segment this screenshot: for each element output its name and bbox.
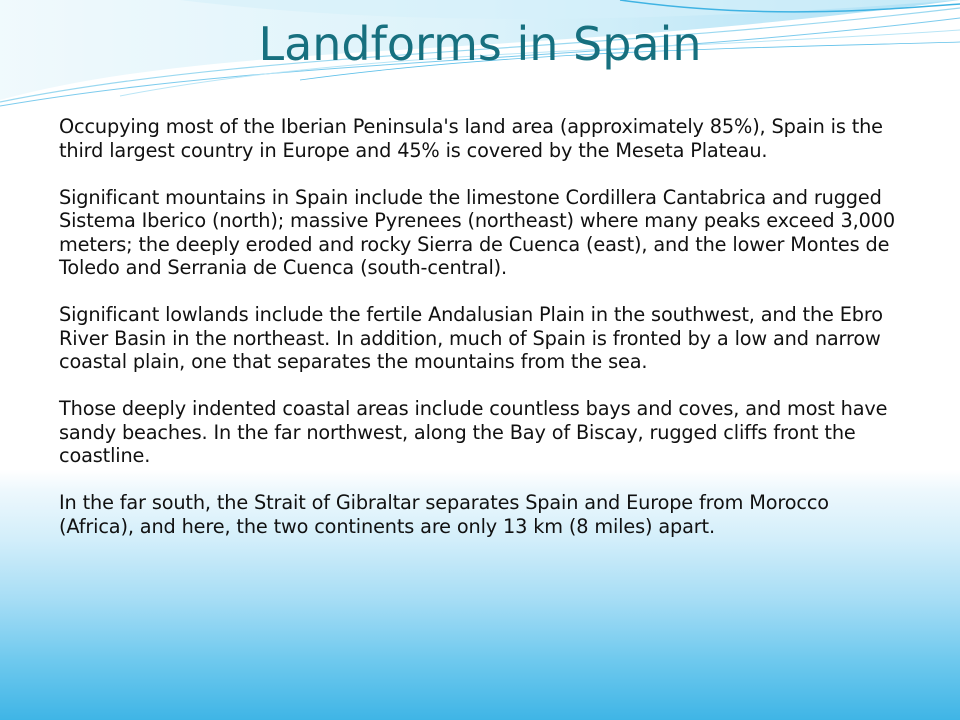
slide-title: Landforms in Spain (258, 17, 702, 71)
slide-body (59, 115, 909, 562)
paragraph-lowlands: Significant lowlands include the fertile Andalusian Plain in the southwest, and the Ebro River Basin in the northeast. In addition, much of Spain is fronted by a low and narrow coastal plain, one that separates the mountains from the sea. (59, 303, 883, 373)
paragraph-coast: Those deeply indented coastal areas include countless bays and coves, and most have sandy beaches. In the far northwest, along the Bay of Biscay, rugged cliffs front the coastline. (59, 397, 888, 467)
paragraph-gibraltar: In the far south, the Strait of Gibraltar separates Spain and Europe from Morocco (Africa), and here, the two continents are only 13 km (8 miles) apart. (59, 491, 829, 538)
paragraph-mountains: Significant mountains in Spain include the limestone Cordillera Cantabrica and rugged Sistema Iberico (north); massive Pyrenees (northeast) where many peaks exceed 3,000 meters; the deeply eroded and rocky Sierra de Cuenca (east), and the lower Montes de Toledo and Serrania de Cuenca (south-central). (59, 185, 895, 279)
paragraph-meseta: Occupying most of the Iberian Peninsula's land area (approximately 85%), Spain is the third largest country in Europe and 45% is covered by the Meseta Plateau. (59, 115, 883, 162)
